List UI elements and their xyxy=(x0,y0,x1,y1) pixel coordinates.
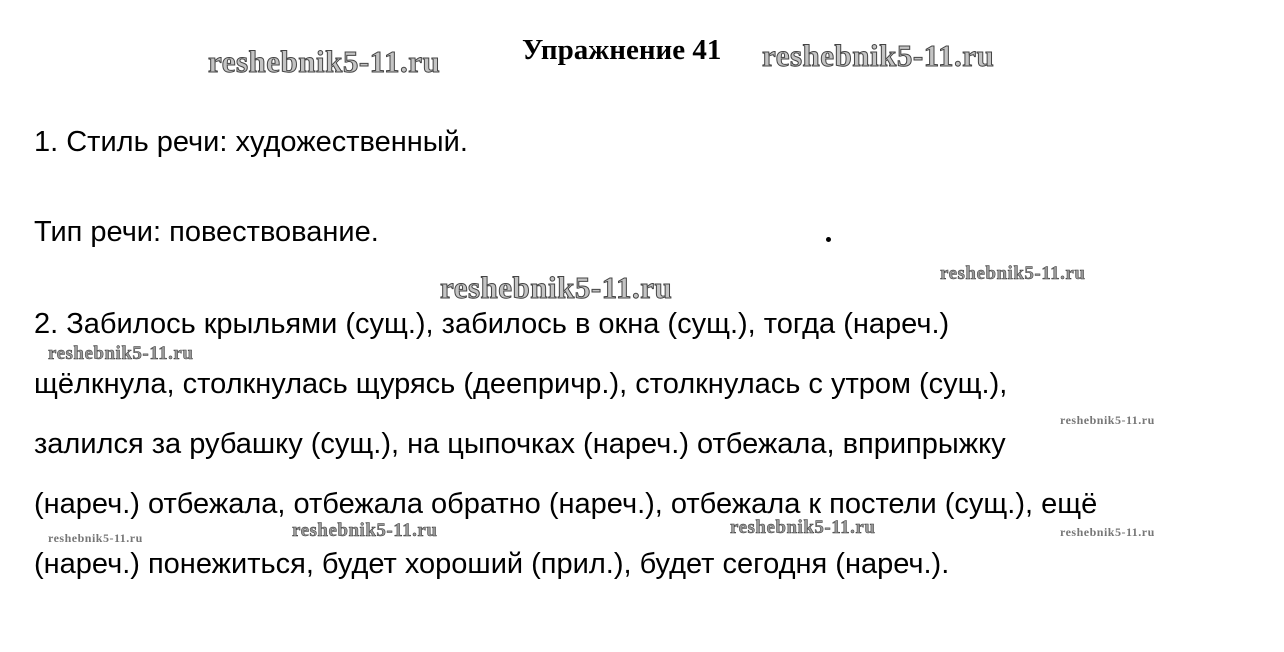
watermark: reshebnik5-11.ru xyxy=(730,517,876,538)
watermark: reshebnik5-11.ru xyxy=(1060,413,1155,427)
speech-type-line: Тип речи: повествование. xyxy=(34,216,379,248)
watermark: reshebnik5-11.ru xyxy=(208,44,441,79)
analysis-line-1: 2. Забилось крыльями (сущ.), забилось в окна (сущ.), тогда (нареч.) xyxy=(34,308,950,340)
exercise-title: Упражнение 41 xyxy=(522,34,722,66)
analysis-line-3: залился за рубашку (сущ.), на цыпочках (нареч.) отбежала, вприпрыжку xyxy=(34,428,1006,460)
watermark: reshebnik5-11.ru xyxy=(48,531,143,545)
watermark: reshebnik5-11.ru xyxy=(940,263,1086,284)
analysis-line-5: (нареч.) понежиться, будет хороший (прил.), будет сегодня (нареч.). xyxy=(34,548,950,580)
analysis-line-4: (нареч.) отбежала, отбежала обратно (нареч.), отбежала к постели (сущ.), ещё xyxy=(34,488,1098,520)
analysis-line-2: щёлкнула, столкнулась щурясь (деепричр.), столкнулась с утром (сущ.), xyxy=(34,368,1008,400)
watermark: reshebnik5-11.ru xyxy=(1060,525,1155,539)
stray-dot xyxy=(826,237,831,242)
watermark: reshebnik5-11.ru xyxy=(762,38,995,73)
speech-style-line: 1. Стиль речи: художественный. xyxy=(34,126,468,158)
watermark: reshebnik5-11.ru xyxy=(440,270,673,305)
watermark: reshebnik5-11.ru xyxy=(48,343,194,364)
watermark: reshebnik5-11.ru xyxy=(292,520,438,541)
